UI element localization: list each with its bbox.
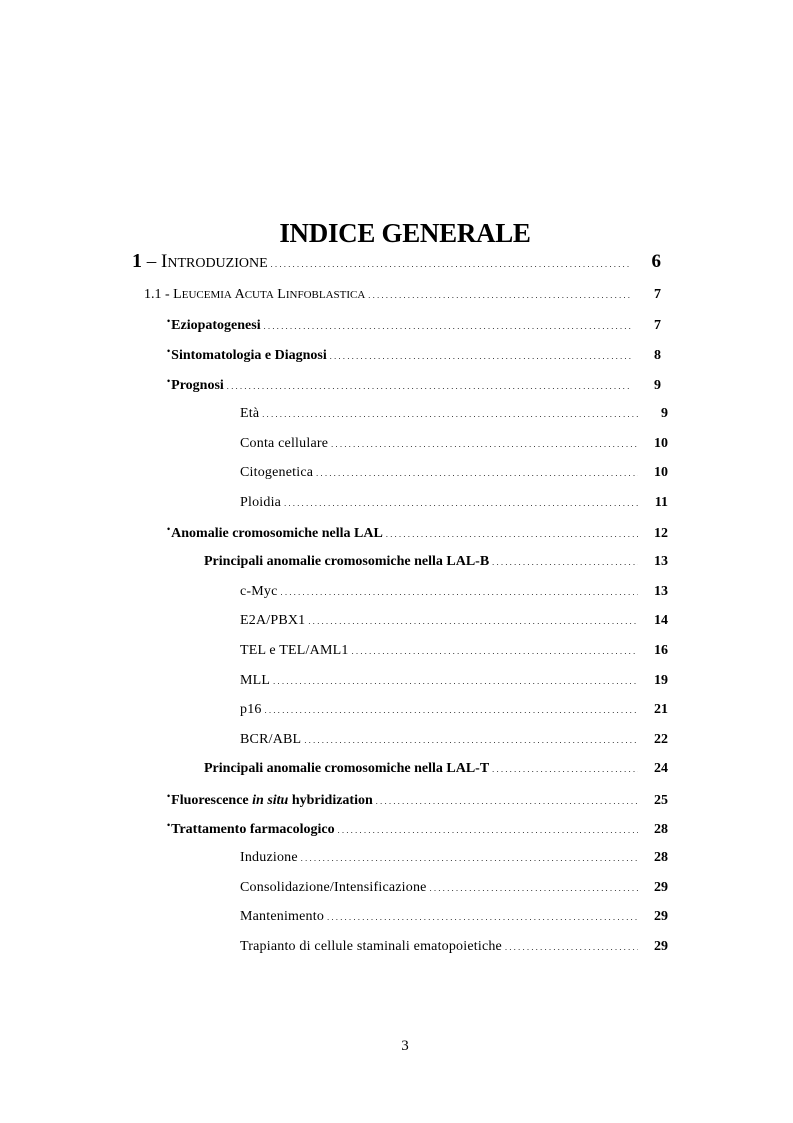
toc-entry-e2a-pbx1[interactable]: [240, 613, 668, 629]
toc-page-number: 22: [654, 732, 668, 747]
toc-entry-eta[interactable]: [240, 406, 668, 422]
dot-leader: [376, 797, 638, 806]
toc-entry-label: 1.1 - LEUCEMIA ACUTA LINFOBLASTICA: [144, 287, 366, 302]
toc-page-number: 7: [654, 318, 661, 333]
bullet-icon: •: [167, 376, 171, 386]
dot-leader: [430, 884, 638, 893]
toc-page-number: 9: [654, 378, 661, 393]
toc-page-number: 24: [654, 761, 668, 776]
toc-entry-trapianto[interactable]: [240, 939, 668, 955]
toc-entry-label: E2A/PBX1: [240, 613, 306, 628]
toc-entry-prognosi[interactable]: [167, 376, 661, 394]
bullet-icon: •: [167, 316, 171, 326]
toc-page-number: 8: [654, 348, 661, 363]
bullet-icon: •: [167, 346, 171, 356]
toc-entry-chapter-1[interactable]: [132, 250, 661, 273]
bullet-icon: •: [167, 820, 171, 830]
toc-page-number: 14: [654, 613, 668, 628]
dot-leader: [368, 291, 631, 300]
toc-entry-citogenetica[interactable]: [240, 465, 668, 481]
toc-entry-label: MLL: [240, 673, 271, 688]
toc-entry-consolidazione[interactable]: [240, 880, 668, 896]
toc-entry-label: Consolidazione/Intensificazione: [240, 880, 427, 895]
toc-entry-c-myc[interactable]: [240, 584, 668, 600]
toc-entry-mantenimento[interactable]: [240, 909, 668, 925]
dot-leader: [273, 677, 638, 686]
toc-page-number: 10: [654, 465, 668, 480]
toc-entry-p16[interactable]: [240, 702, 668, 718]
toc-entry-label: •Sintomatologia e Diagnosi: [167, 346, 327, 363]
dot-leader: [308, 617, 638, 626]
dot-leader: [386, 530, 638, 539]
toc-entry-label: •Eziopatogenesi: [167, 316, 261, 333]
dot-leader: [316, 469, 638, 478]
toc-page-number: 6: [651, 251, 661, 272]
toc-entry-label: Età: [240, 406, 260, 421]
toc-entry-label: •Trattamento farmacologico: [167, 820, 335, 837]
toc-page-number: 28: [654, 822, 668, 837]
toc-page-number: 12: [654, 526, 668, 541]
toc-entry-anomalie-lal-t[interactable]: [204, 761, 668, 777]
toc-entry-label: •Prognosi: [167, 376, 224, 393]
page-title: INDICE GENERALE: [279, 218, 531, 249]
toc-entry-bcr-abl[interactable]: [240, 732, 668, 748]
toc-entry-label: Citogenetica: [240, 465, 314, 480]
toc-entry-tel-aml1[interactable]: [240, 643, 668, 659]
toc-entry-fish[interactable]: [167, 791, 668, 809]
dot-leader: [301, 854, 638, 863]
toc-entry-induzione[interactable]: [240, 850, 668, 866]
dot-leader: [281, 588, 638, 597]
toc-entry-mll[interactable]: [240, 673, 668, 689]
dot-leader: [271, 260, 631, 269]
page-number: 3: [401, 1038, 409, 1054]
toc-entry-label: p16: [240, 702, 262, 717]
toc-entry-sintomatologia[interactable]: [167, 346, 661, 364]
toc-entry-label: c-Myc: [240, 584, 278, 599]
dot-leader: [304, 736, 638, 745]
toc-page-number: 21: [654, 702, 668, 717]
toc-entry-label: BCR/ABL: [240, 732, 302, 747]
toc-entry-label: •Anomalie cromosomiche nella LAL: [167, 524, 383, 541]
dot-leader: [331, 440, 638, 449]
toc-entry-label: 1 – INTRODUZIONE: [132, 250, 268, 272]
toc-entry-anomalie-cromosomiche[interactable]: [167, 524, 668, 542]
toc-page-number: 29: [654, 880, 668, 895]
toc-entry-label: Conta cellulare: [240, 436, 329, 451]
toc-page-number: 13: [654, 554, 668, 569]
toc-page-number: 28: [654, 850, 668, 865]
toc-entry-eziopatogenesi[interactable]: [167, 316, 661, 334]
dot-leader: [330, 352, 631, 361]
toc-entry-label: Principali anomalie cromosomiche nella LAL-B: [204, 554, 490, 569]
bullet-icon: •: [167, 791, 171, 801]
toc-entry-label: Ploidia: [240, 495, 282, 510]
toc-page-number: 10: [654, 436, 668, 451]
dot-leader: [352, 647, 638, 656]
dot-leader: [338, 826, 638, 835]
bullet-icon: •: [167, 524, 171, 534]
toc-page-number: 7: [654, 287, 661, 302]
toc-page-number: 29: [654, 909, 668, 924]
toc-entry-label: Principali anomalie cromosomiche nella LAL-T: [204, 761, 490, 776]
dot-leader: [265, 706, 638, 715]
toc-page-number: 25: [654, 793, 668, 808]
toc-entry-conta-cellulare[interactable]: [240, 436, 668, 452]
toc-entry-label: Mantenimento: [240, 909, 325, 924]
toc-page-number: 11: [654, 495, 668, 510]
dot-leader: [492, 765, 638, 774]
dot-leader: [505, 943, 638, 952]
toc-entry-label: Trapianto di cellule staminali ematopoietiche: [240, 939, 502, 954]
toc-page-number: 19: [654, 673, 668, 688]
toc-entry-anomalie-lal-b[interactable]: [204, 554, 668, 570]
dot-leader: [227, 382, 631, 391]
toc-entry-label: •Fluorescence in situ hybridization: [167, 791, 373, 808]
dot-leader: [327, 913, 638, 922]
toc-page-number: 13: [654, 584, 668, 599]
toc-page-number: 29: [654, 939, 668, 954]
dot-leader: [264, 322, 631, 331]
toc-entry-section-1-1[interactable]: [144, 287, 661, 303]
toc-entry-label: TEL e TEL/AML1: [240, 643, 349, 658]
dot-leader: [262, 410, 638, 419]
dot-leader: [284, 499, 638, 508]
toc-page-number: 16: [654, 643, 668, 658]
toc-page-number: 9: [661, 406, 668, 421]
toc-entry-ploidia[interactable]: [240, 495, 668, 511]
toc-entry-trattamento[interactable]: [167, 820, 668, 838]
toc-entry-label: Induzione: [240, 850, 298, 865]
dot-leader: [492, 558, 638, 567]
